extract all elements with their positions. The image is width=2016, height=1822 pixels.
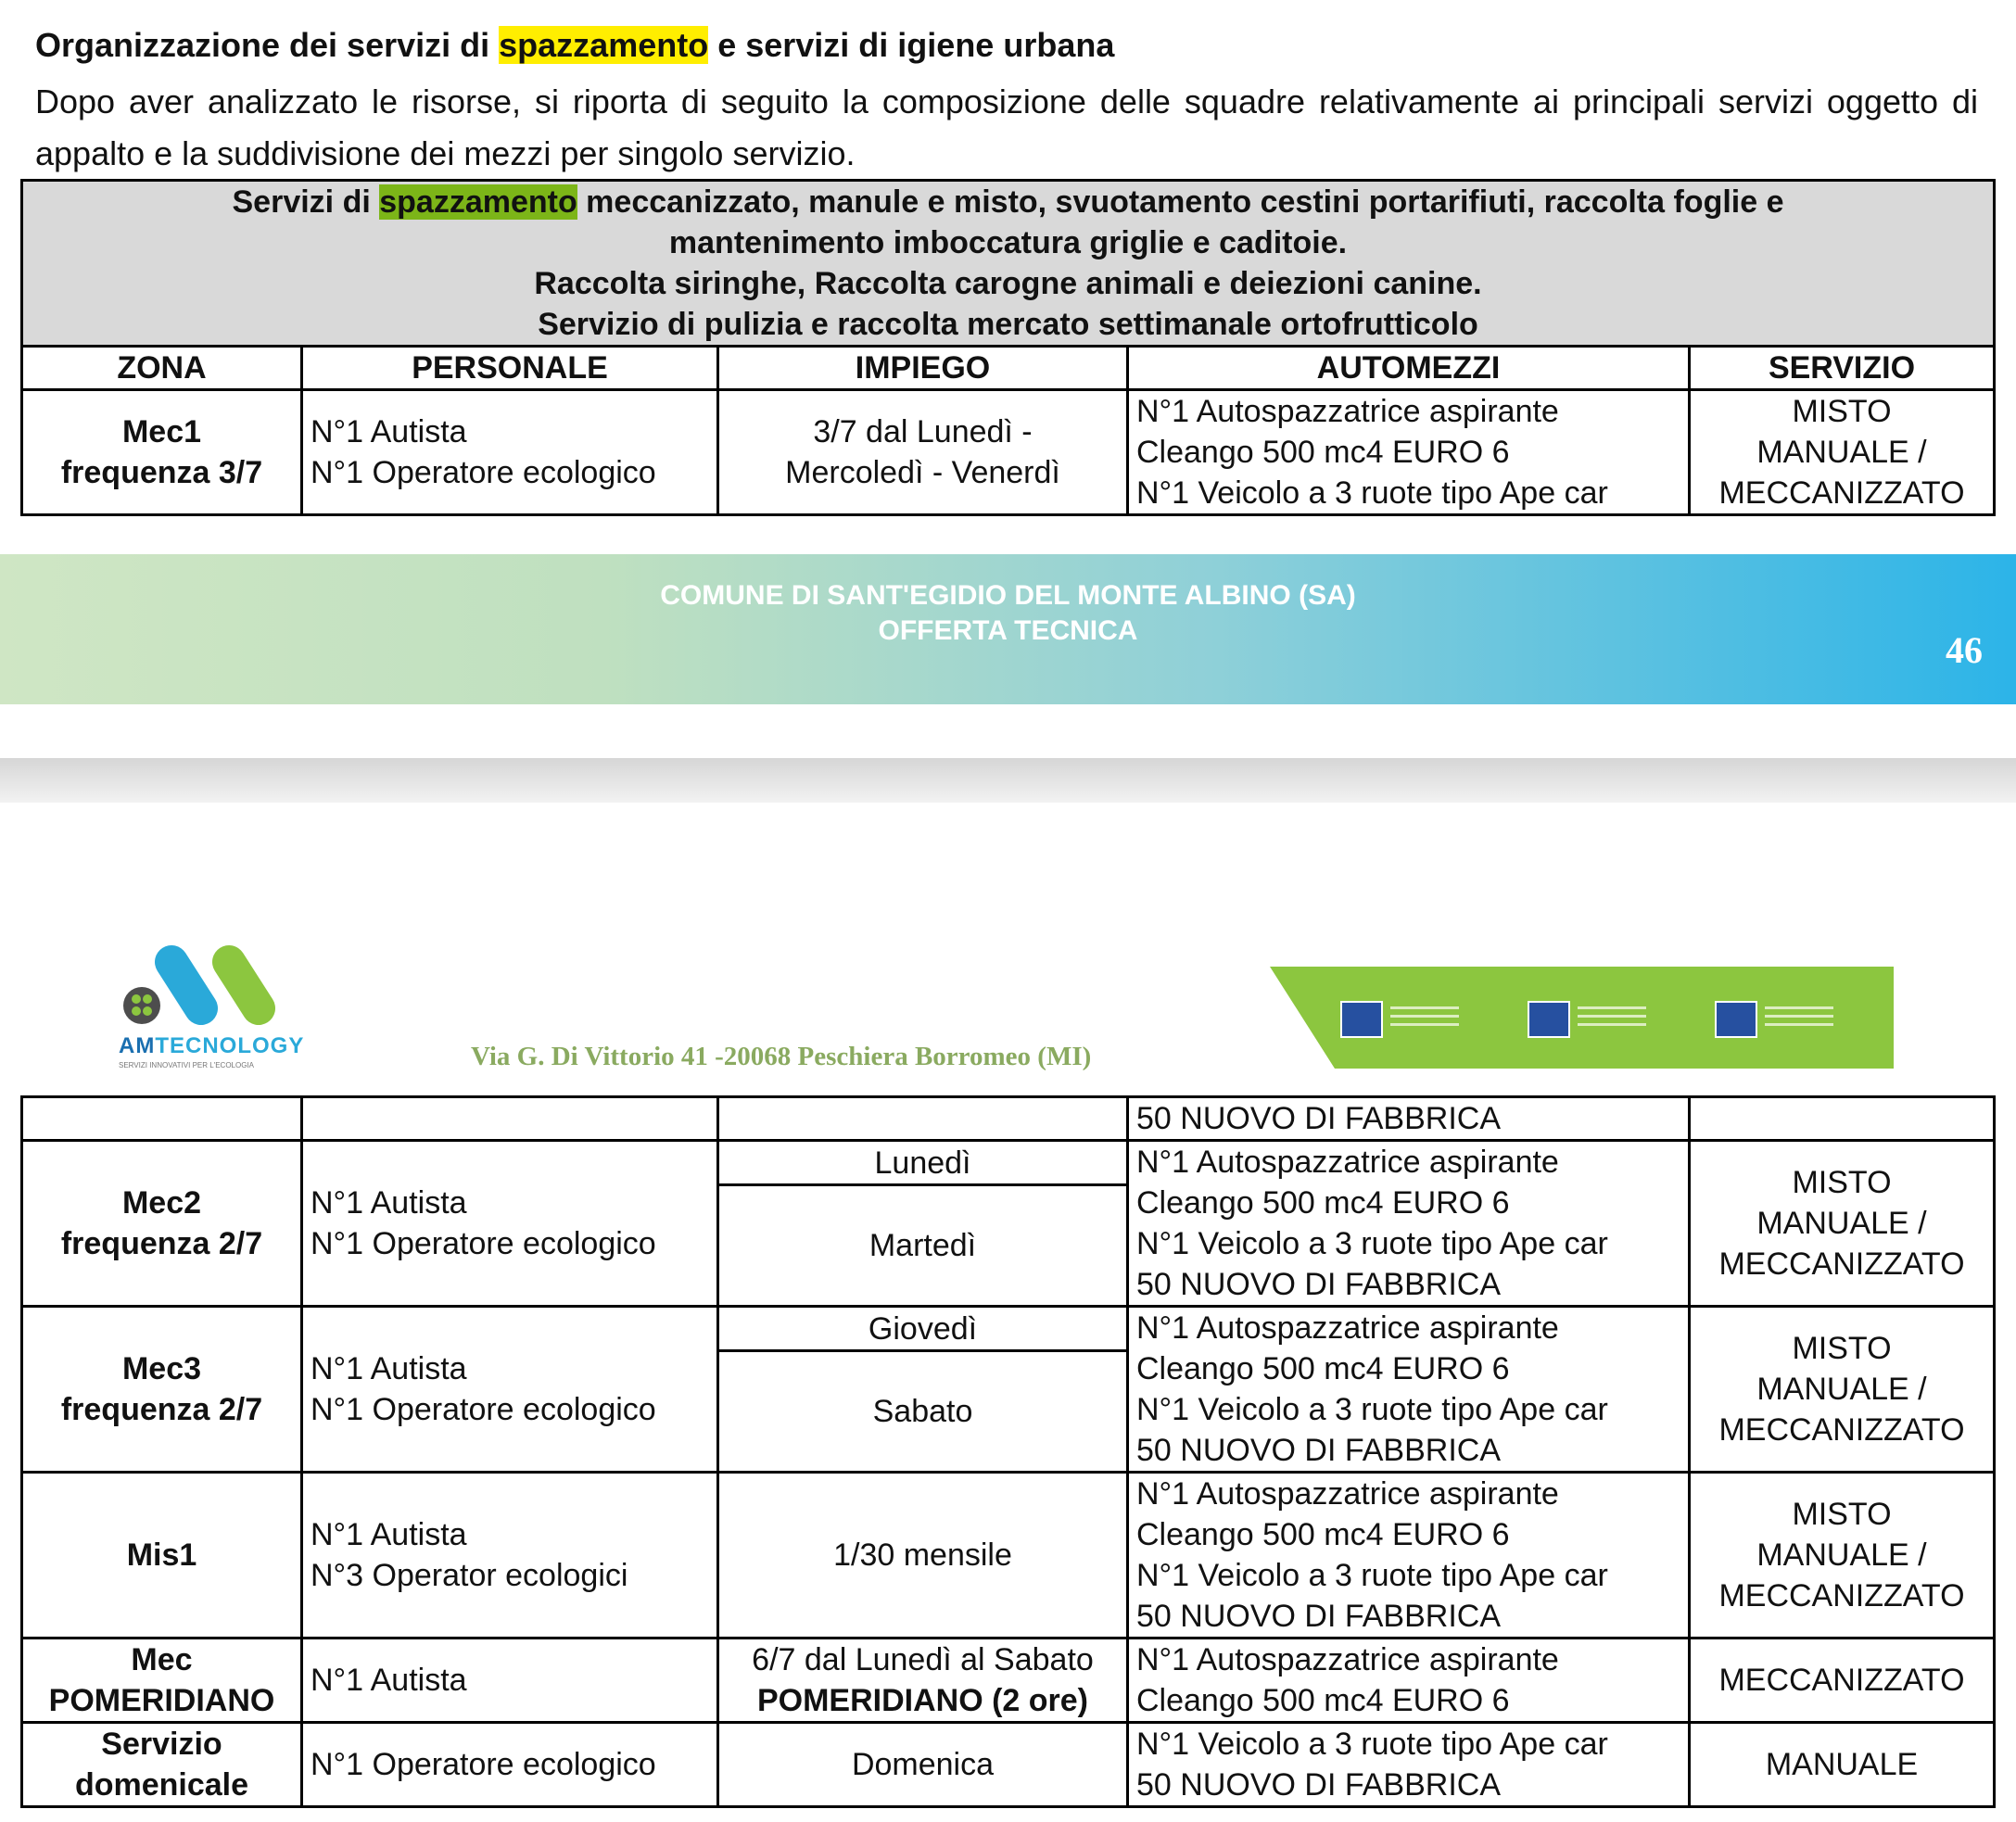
cell-impiego: Giovedì — [718, 1307, 1128, 1351]
table-row-mis1 — [22, 1473, 1995, 1639]
heading-text: Organizzazione dei servizi di — [35, 26, 500, 64]
cell-impiego: 1/30 mensile — [718, 1473, 1128, 1639]
cell-empty — [1690, 1097, 1995, 1141]
cell-automezzi: N°1 Autospazzatrice aspirante Cleango 500 mc4 EURO 6 N°1 Veicolo a 3 ruote tipo Ape car 50 NUOVO DI FABBRICA — [1128, 1307, 1690, 1473]
certification-badge-icon — [1715, 1001, 1835, 1038]
cell-personale: N°1 Autista N°1 Operatore ecologico — [302, 390, 718, 515]
cell-empty — [22, 1097, 302, 1141]
cell-impiego: Lunedì — [718, 1141, 1128, 1185]
banner-highlight: spazzamento — [379, 184, 577, 220]
cell-automezzi: N°1 Autospazzatrice aspirante Cleango 500 mc4 EURO 6 N°1 Veicolo a 3 ruote tipo Ape car 50 NUOVO DI FABBRICA — [1128, 1141, 1690, 1307]
table-row-continuation — [22, 1097, 1995, 1141]
intro-paragraph: Dopo aver analizzato le risorse, si riporta di seguito la composizione delle squadre relativamente ai principali servizi oggetto di appalto e la suddivisione dei mezzi per singolo servizio. — [35, 82, 1978, 172]
banner-line-4: Servizio di pulizia e raccolta mercato settimanale ortofrutticolo — [538, 307, 1478, 342]
cell-zona: Servizio domenicale — [22, 1723, 302, 1807]
table-banner — [22, 181, 1995, 347]
table-row-mec3 — [22, 1307, 1995, 1351]
cell-zona: Mec POMERIDIANO — [22, 1639, 302, 1723]
cell-empty — [302, 1097, 718, 1141]
services-table-page1 — [20, 179, 1996, 516]
table-row-domenicale — [22, 1723, 1995, 1807]
logo-tagline: SERVIZI INNOVATIVI PER L'ECOLOGIA — [119, 1061, 255, 1069]
cell-automezzi: 50 NUOVO DI FABBRICA — [1128, 1097, 1690, 1141]
cell-personale: N°1 Autista N°1 Operatore ecologico — [302, 1141, 718, 1307]
column-header-impiego: IMPIEGO — [718, 347, 1128, 390]
company-address: Via G. Di Vittorio 41 -20068 Peschiera Borromeo (MI) — [471, 1042, 1092, 1071]
cell-impiego: Domenica — [718, 1723, 1128, 1807]
cell-personale: N°1 Autista N°3 Operator ecologici — [302, 1473, 718, 1639]
cell-servizio: MISTO MANUALE / MECCANIZZATO — [1690, 1141, 1995, 1307]
cell-zona: Mec1 frequenza 3/7 — [22, 390, 302, 515]
cell-automezzi: N°1 Autospazzatrice aspirante Cleango 500 mc4 EURO 6 — [1128, 1639, 1690, 1723]
services-table-page2 — [20, 1095, 1996, 1808]
cell-empty — [718, 1097, 1128, 1141]
table-row-pomeridiano — [22, 1639, 1995, 1723]
cell-servizio: MISTO MANUALE / MECCANIZZATO — [1690, 1473, 1995, 1639]
cell-impiego: 3/7 dal Lunedì - Mercoledì - Venerdì — [718, 390, 1128, 515]
column-header-servizio: SERVIZIO — [1690, 347, 1995, 390]
cell-servizio: MISTO MANUALE / MECCANIZZATO — [1690, 1307, 1995, 1473]
certification-badge-icon — [1528, 1001, 1648, 1038]
column-header-automezzi: AUTOMEZZI — [1128, 347, 1690, 390]
table-header-row — [22, 347, 1995, 390]
cell-automezzi: N°1 Veicolo a 3 ruote tipo Ape car 50 NUOVO DI FABBRICA — [1128, 1723, 1690, 1807]
banner-line-1: Servizi di spazzamento meccanizzato, manule e misto, svuotamento cestini portarifiuti, raccolta foglie e — [232, 184, 1784, 220]
section-heading — [35, 26, 1114, 65]
footer-comune: COMUNE DI SANT'EGIDIO DEL MONTE ALBINO (SA) — [660, 580, 1356, 611]
cell-zona: Mec2 frequenza 2/7 — [22, 1141, 302, 1307]
certification-badge-icon — [1340, 1001, 1461, 1038]
heading-text-end: e servizi di igiene urbana — [708, 26, 1115, 64]
cell-impiego: Martedì — [718, 1185, 1128, 1307]
page-number: 46 — [1946, 629, 1983, 671]
page-separator — [0, 758, 2016, 803]
table-banner-row — [22, 181, 1995, 347]
heading-highlight: spazzamento — [499, 26, 709, 64]
page-footer — [0, 554, 2016, 704]
table-row-mec2 — [22, 1141, 1995, 1185]
cell-zona: Mis1 — [22, 1473, 302, 1639]
cell-servizio: MISTO MANUALE / MECCANIZZATO — [1690, 390, 1995, 515]
cell-automezzi: N°1 Autospazzatrice aspirante Cleango 500 mc4 EURO 6 N°1 Veicolo a 3 ruote tipo Ape car — [1128, 390, 1690, 515]
banner-line-2: mantenimento imboccatura griglie e caditoie. — [668, 225, 1348, 260]
logo-wordmark: AMTECNOLOGY — [119, 1033, 305, 1058]
cell-personale: N°1 Operatore ecologico — [302, 1723, 718, 1807]
footer-offerta: OFFERTA TECNICA — [878, 615, 1138, 646]
column-header-personale: PERSONALE — [302, 347, 718, 390]
cell-impiego: 6/7 dal Lunedì al Sabato POMERIDIANO (2 ore) — [718, 1639, 1128, 1723]
banner-line-3: Raccolta siringhe, Raccolta carogne animali e deiezioni canine. — [534, 266, 1482, 301]
cell-personale: N°1 Autista N°1 Operatore ecologico — [302, 1307, 718, 1473]
column-header-zona: ZONA — [22, 347, 302, 390]
cell-personale: N°1 Autista — [302, 1639, 718, 1723]
cell-servizio: MANUALE — [1690, 1723, 1995, 1807]
table-row-mec1 — [22, 390, 1995, 515]
cell-impiego: Sabato — [718, 1351, 1128, 1473]
cell-zona: Mec3 frequenza 2/7 — [22, 1307, 302, 1473]
cell-automezzi: N°1 Autospazzatrice aspirante Cleango 500 mc4 EURO 6 N°1 Veicolo a 3 ruote tipo Ape car 50 NUOVO DI FABBRICA — [1128, 1473, 1690, 1639]
cell-servizio: MECCANIZZATO — [1690, 1639, 1995, 1723]
